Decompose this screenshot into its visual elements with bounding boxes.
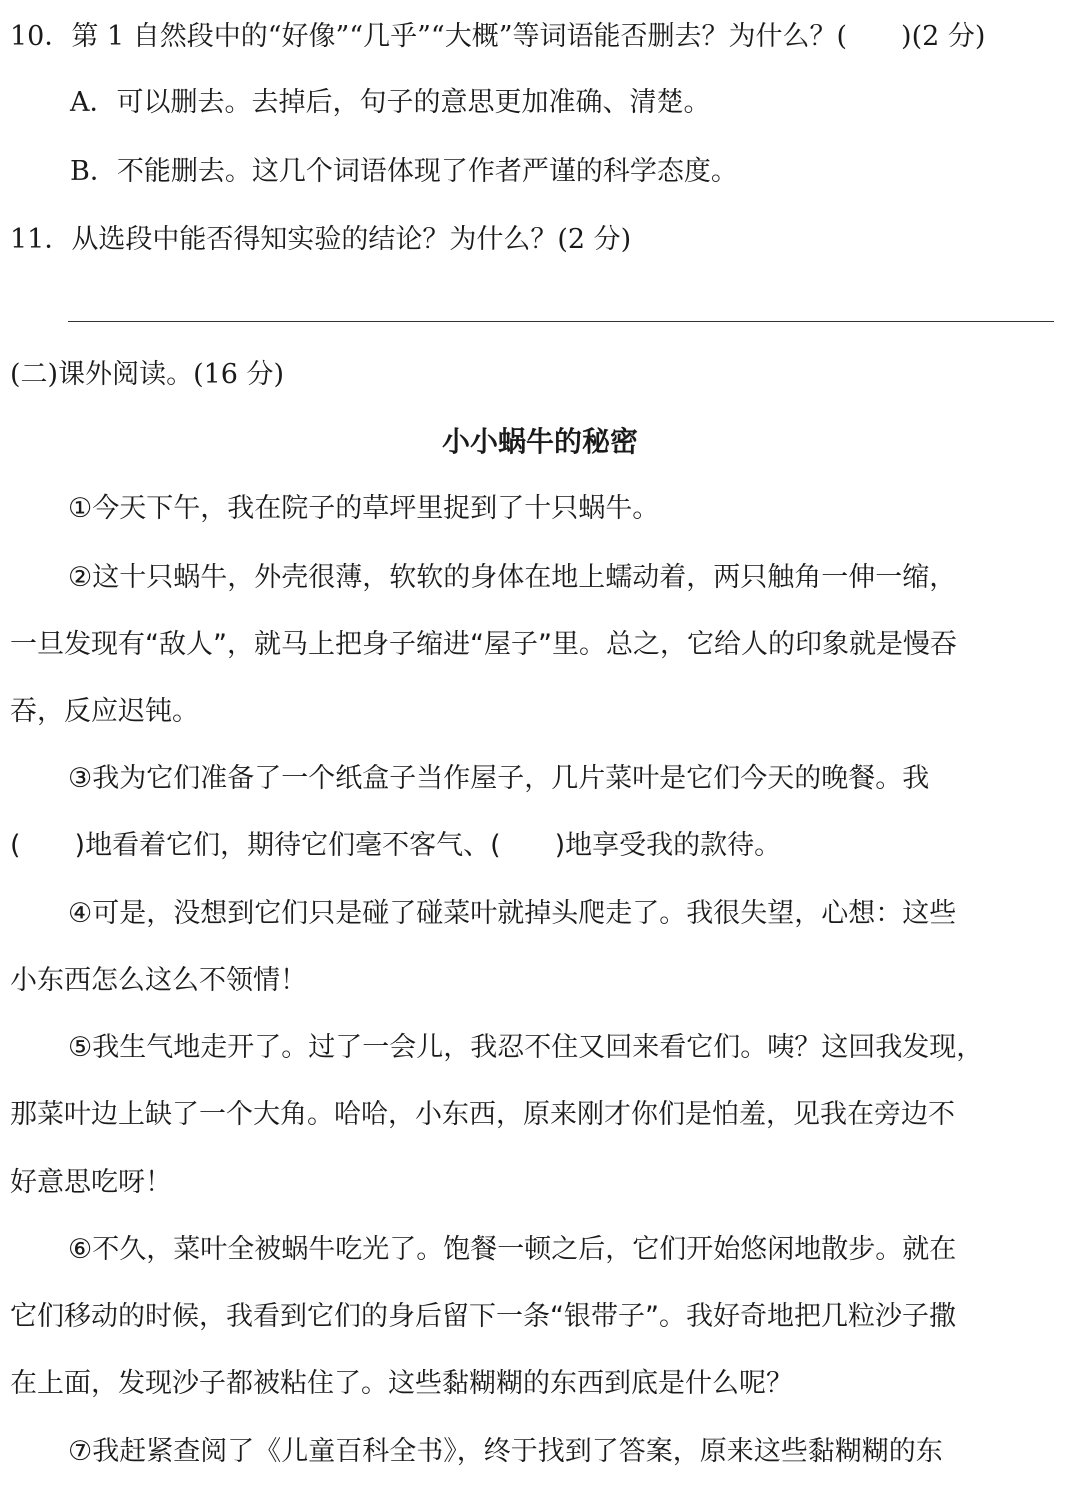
passage-line: ③我为它们准备了一个纸盒子当作屋子，几片菜叶是它们今天的晚餐。我	[68, 763, 930, 794]
passage-line: 一旦发现有“敌人”，就马上把身子缩进“屋子”里。总之，它给人的印象就是慢吞	[10, 629, 957, 660]
passage-line: ⑦我赶紧查阅了《儿童百科全书》，终于找到了答案，原来这些黏糊糊的东	[68, 1436, 943, 1467]
passage-line: 小东西怎么这么不领情！	[10, 965, 307, 996]
passage-line: 好意思吃呀！	[10, 1167, 172, 1198]
answer-line	[68, 321, 1054, 322]
question-10-stem: 10．第 1 自然段中的“好像”“几乎”“大概”等词语能否删去？为什么？( )(2 分)	[10, 21, 986, 52]
passage-line: 吞，反应迟钝。	[10, 696, 199, 727]
passage-line: ②这十只蜗牛，外壳很薄，软软的身体在地上蠕动着，两只触角一伸一缩，	[68, 562, 957, 593]
passage-line: ⑤我生气地走开了。过了一会儿，我忍不住又回来看它们。咦？这回我发现，	[68, 1032, 984, 1063]
passage-title: 小小蜗牛的秘密	[441, 425, 638, 458]
passage-line: ( )地看着它们，期待它们毫不客气、( )地享受我的款待。	[10, 830, 782, 861]
question-11-stem: 11．从选段中能否得知实验的结论？为什么？(2 分)	[10, 224, 632, 255]
passage-line: 它们移动的时候，我看到它们的身后留下一条“银带子”。我好奇地把几粒沙子撒	[10, 1301, 956, 1332]
question-10-option-b: B．不能删去。这几个词语体现了作者严谨的科学态度。	[70, 156, 738, 187]
passage-line: 在上面，发现沙子都被粘住了。这些黏糊糊的东西到底是什么呢？	[10, 1368, 793, 1399]
section-heading: (二)课外阅读。(16 分)	[10, 359, 285, 390]
question-10-option-a: A．可以删去。去掉后，句子的意思更加准确、清楚。	[70, 87, 711, 118]
passage-line: ④可是，没想到它们只是碰了碰菜叶就掉头爬走了。我很失望，心想：这些	[68, 898, 957, 929]
passage-line: 那菜叶边上缺了一个大角。哈哈，小东西，原来刚才你们是怕羞，见我在旁边不	[10, 1099, 955, 1130]
passage-line: ①今天下午，我在院子的草坪里捉到了十只蜗牛。	[68, 493, 660, 524]
passage-line: ⑥不久，菜叶全被蜗牛吃光了。饱餐一顿之后，它们开始悠闲地散步。就在	[68, 1234, 957, 1265]
